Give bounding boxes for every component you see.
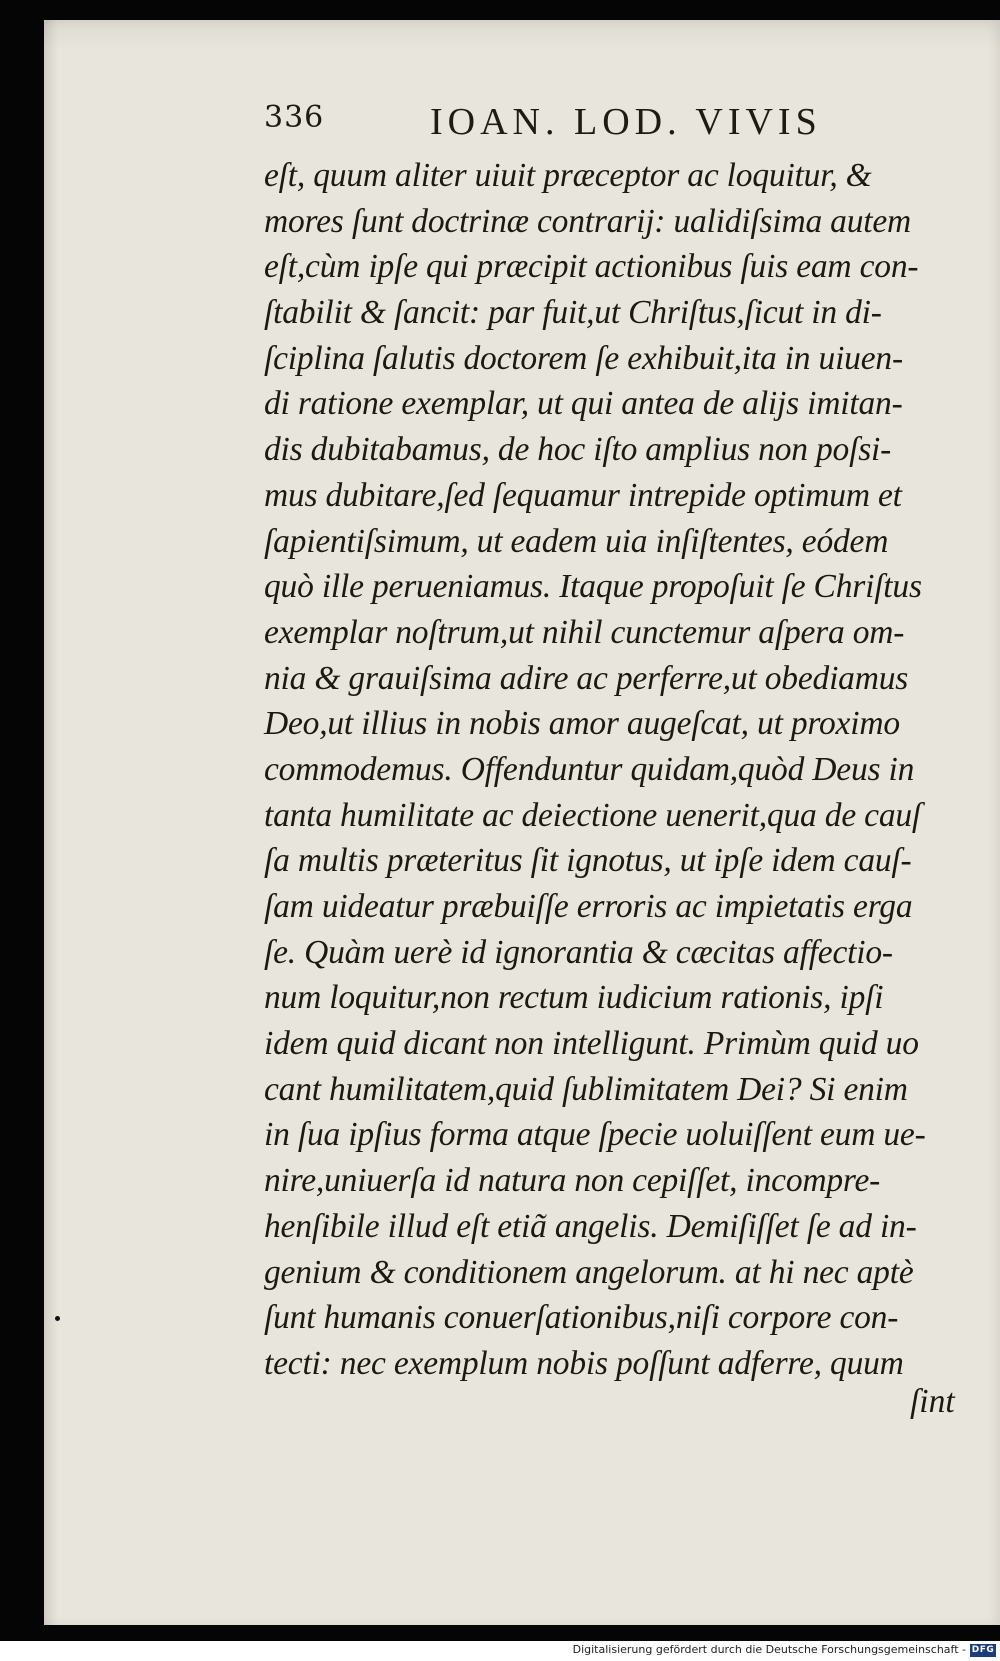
text-line: in ſua ipſius forma atque ſpecie uoluiſſent eum ue-: [264, 1116, 926, 1154]
body-text: [264, 153, 974, 1387]
text-line: eſt, quum aliter uiuit præceptor ac loquitur, &: [264, 157, 872, 194]
text-line: cant humilitatem,quid ſublimitatem Dei? Si enim: [264, 1070, 908, 1108]
text-line: dis dubitabamus, de hoc iſto amplius non poſsi-: [264, 431, 892, 469]
text-line: quò ille perueniamus. Itaque propoſuit ſe Chriſtus: [264, 568, 922, 606]
text-line: Deo,ut illius in nobis amor augeſcat, ut proximo: [264, 705, 900, 743]
margin-mark: [55, 1316, 60, 1321]
text-line: idem quid dicant non intelligunt. Primùm quid uo: [264, 1025, 919, 1063]
text-line: genium & conditionem angelorum. at hi nec aptè: [264, 1253, 914, 1291]
text-line: ſtabilit & ſancit: par fuit,ut Chriſtus,ſicut in di-: [264, 294, 882, 332]
text-line: exemplar noſtrum,ut nihil cunctemur aſpera om-: [264, 613, 905, 651]
text-line: ſe. Quàm uerè id ignorantia & cæcitas affectio-: [264, 933, 893, 971]
page-number: 336: [264, 100, 325, 135]
running-head: [264, 100, 844, 144]
text-line: ſa multis præteritus ſit ignotus, ut ipſe idem cauſ-: [264, 842, 912, 880]
text-line: nia & grauiſsima adire ac perferre,ut obediamus: [264, 659, 909, 697]
text-line: henſibile illud eſt etiã angelis. Demiſiſſet ſe ad in-: [264, 1207, 917, 1245]
text-line: nire,uniuerſa id natura non cepiſſet, incompre-: [264, 1162, 881, 1200]
text-line: mus dubitare,ſed ſequamur intrepide optimum et: [264, 476, 902, 514]
text-line: ſunt humanis conuerſationibus,niſi corpore con-: [264, 1299, 899, 1337]
running-title: IOAN. LOD. VIVIS: [430, 101, 822, 143]
text-line: tecti: nec exemplum nobis poſſunt adferre, quum: [264, 1344, 904, 1382]
digitization-footer: [0, 1641, 1000, 1661]
text-line: ſciplina ſalutis doctorem ſe exhibuit,ita in uiuen-: [264, 339, 903, 377]
text-line: ſam uideatur præbuiſſe erroris ac impietatis erga: [264, 888, 913, 925]
dfg-logo-icon: DFG: [971, 1645, 995, 1655]
text-line: eſt,cùm ipſe qui præcipit actionibus ſuis eam con-: [264, 248, 919, 286]
catchword: ſint: [910, 1383, 955, 1420]
funding-credit: Digitalisierung gefördert durch die Deutsche Forschungsgemeinschaft -: [572, 1643, 966, 1656]
text-line: ſapientiſsimum, ut eadem uia inſiſtentes, eódem: [264, 522, 889, 560]
text-line: di ratione exemplar, ut qui antea de alijs imitan-: [264, 385, 903, 423]
text-line: commodemus. Offenduntur quidam,quòd Deus in: [264, 750, 915, 788]
text-line: mores ſunt doctrinæ contrarij: ualidiſsima autem: [264, 202, 912, 240]
text-line: tanta humilitate ac deiectione uenerit,qua de cauſ: [264, 796, 922, 834]
text-line: num loquitur,non rectum iudicium rationis, ipſi: [264, 979, 884, 1017]
